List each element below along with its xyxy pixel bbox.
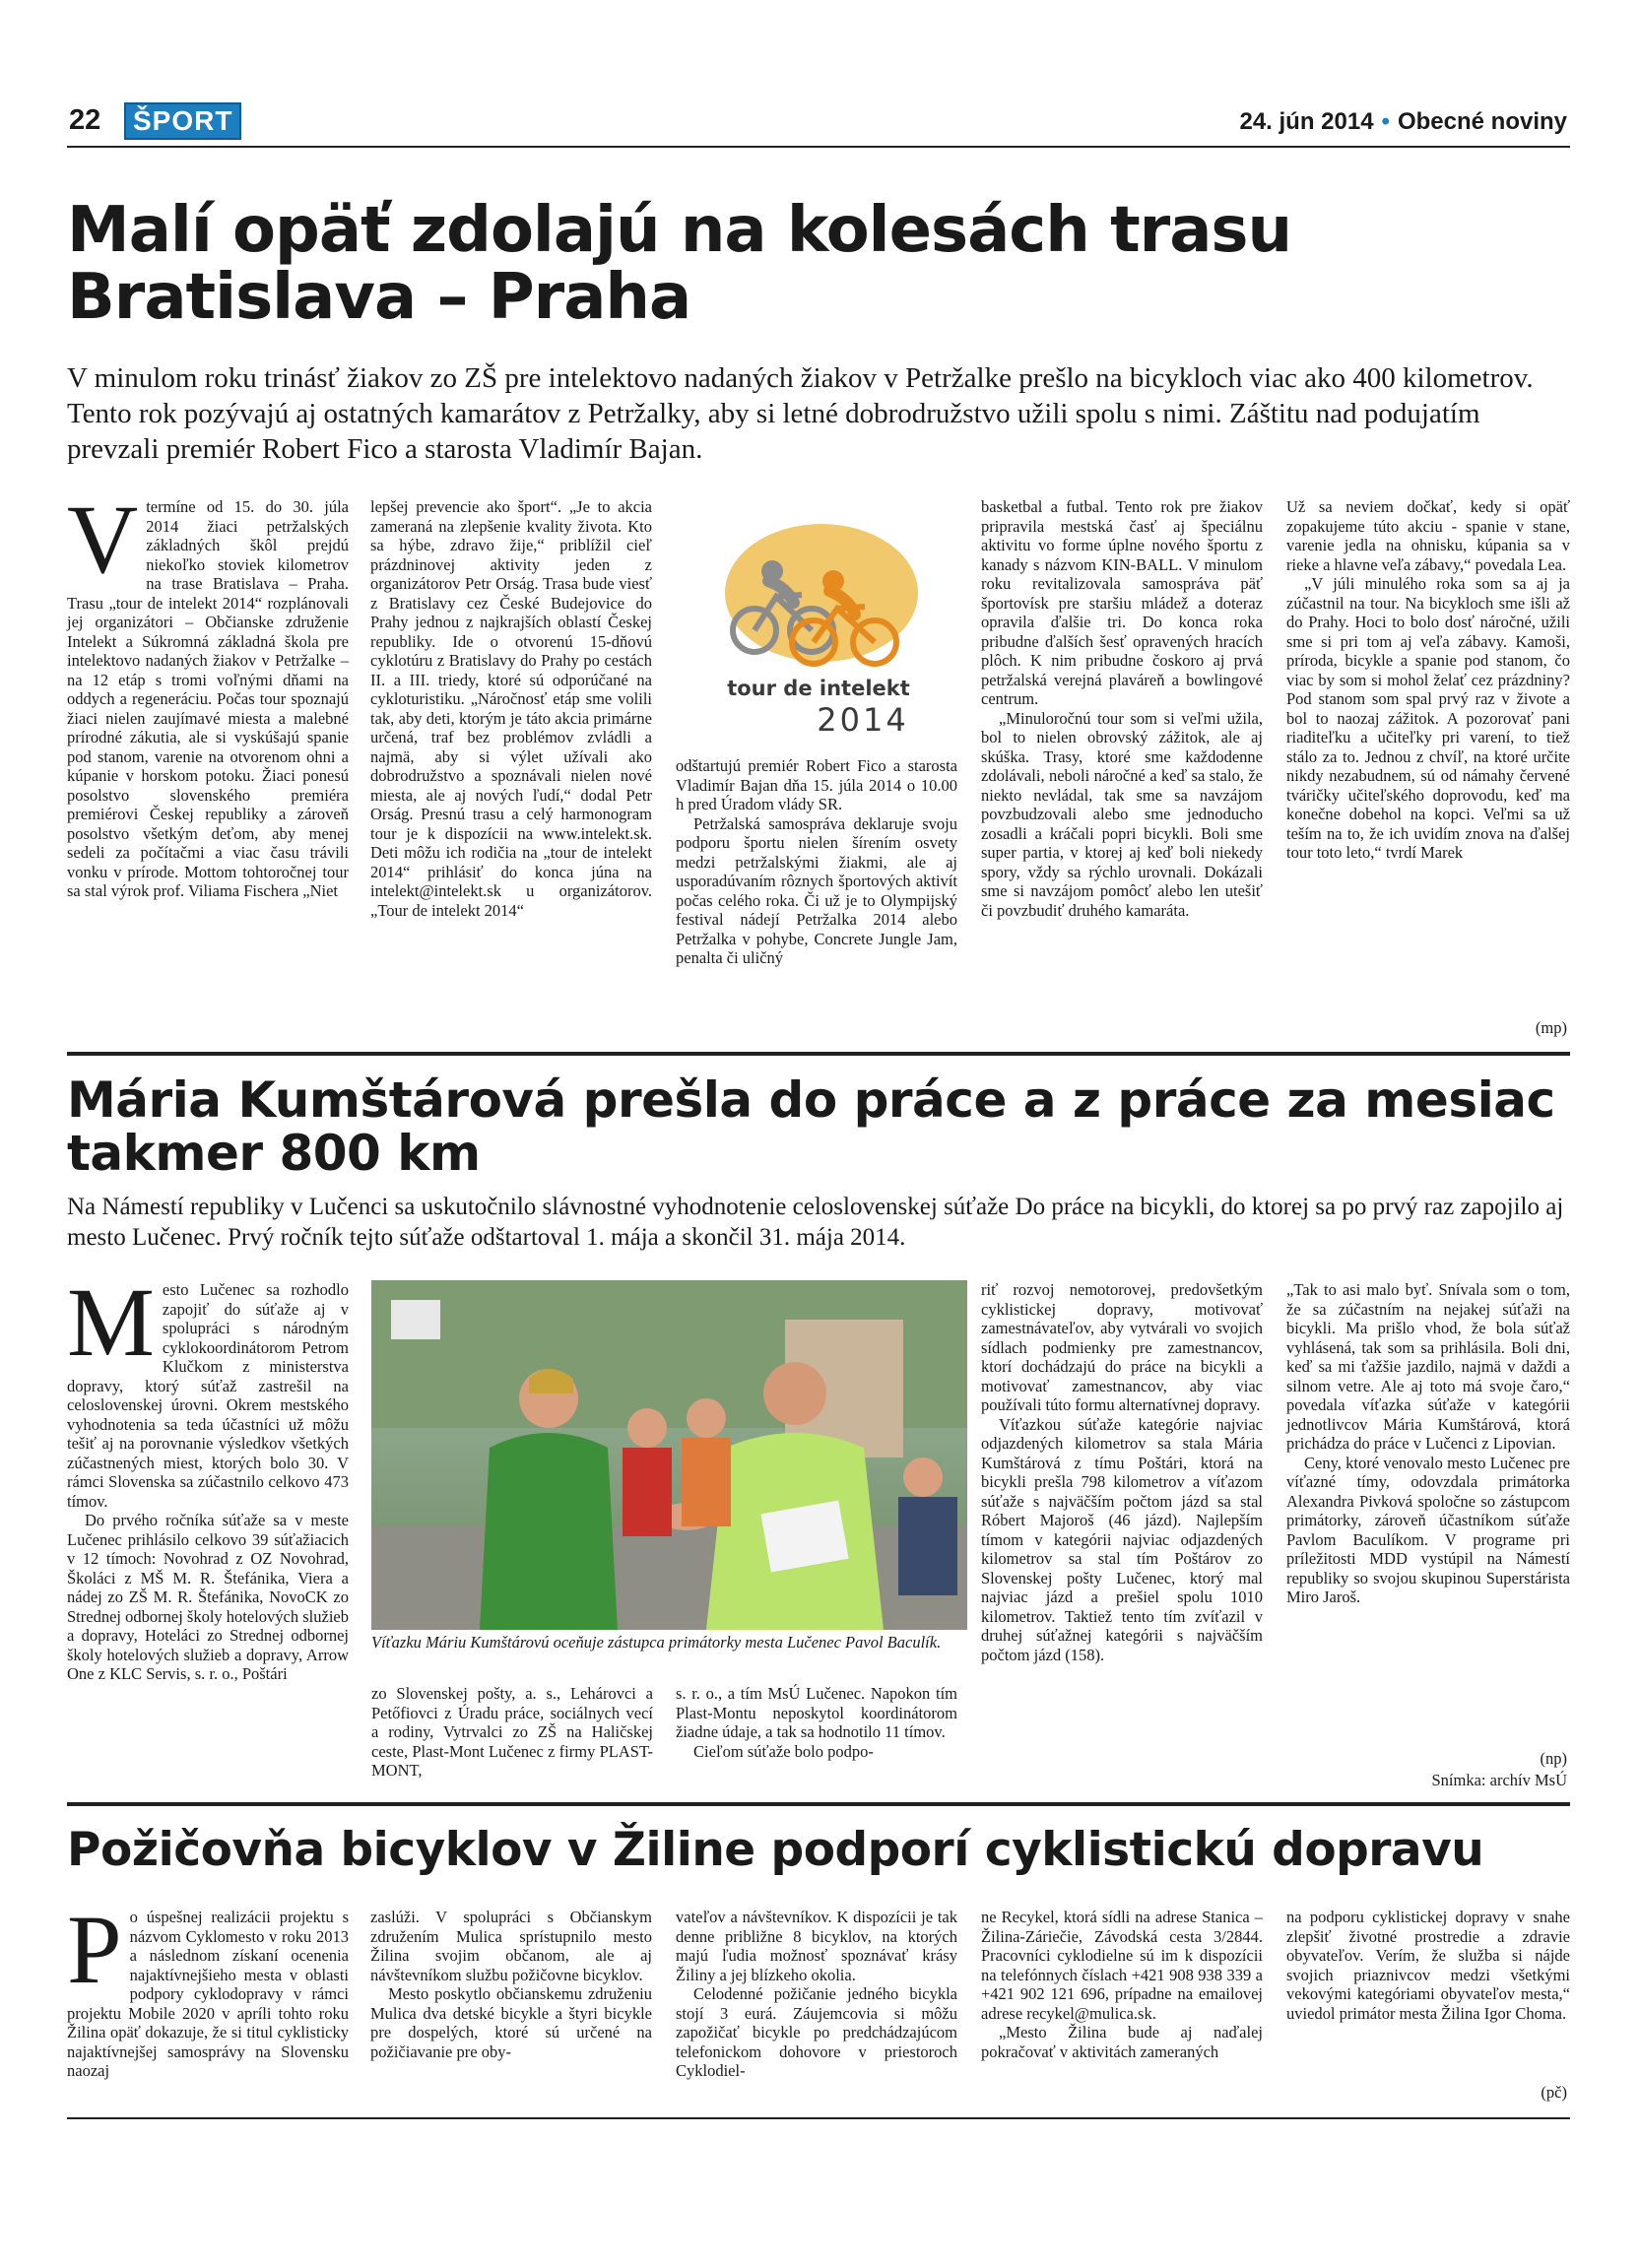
article1-col4 bbox=[981, 497, 1263, 920]
article2-col1b-text: Do prvého ročníka súťaže sa v meste Lučenec prihlásilo celkovo 39 súťažiacich v 12 tímoch: Novohrad z OZ Novohrad, Školáci z MŠ M. R. Štefánika, Viera a nádej zo ZŠ M. R. Štefánika, NovoCK zo Strednej odbornej školy hotelových služieb a dopravy, Hoteláci zo Strednej odbornej školy hotelových služieb a dopravy, Arrow One z KLC Servis, s. r. o., Poštári bbox=[67, 1511, 349, 1683]
article1-col2-text: lepšej prevencie ako šport“. „Je to akcia zameraná na zlepšenie kvality života. Kto sa hýbe, zdravo žije,“ priblížil cieľ prázdninovej aktivity jeden z organizátorov Petr Orság. Trasa bude viesť z Bratislavy cez České Budejovice do Prahy jednou z najkrajších oblastí Českej republiky. Ide o otvorenú 15-dňovú cyklotúru z Bratislavy do Prahy po cestách II. a III. triedy, ktoré sú odporúčané na cykloturistiku. „Náročnosť etáp sme volili tak, aby deti, ktorým je táto akcia primárne určená, traf bez problémov zvládli a najmä, aby si výlet užívali ako dobrodružstvo a spoznávali nielen nové miesta, ale aj nových ľudí,“ dodal Petr Orság. Presnú trasu a celý harmonogram tour je k dispozícii na www.intelekt.sk. Deti môžu ich rodičia na „tour de intelekt 2014“ prihlásiť do konca júna na intelekt@intelekt.sk u organizátorov. „Tour de intelekt 2014“ bbox=[370, 497, 652, 920]
article2-col3b-text: Cieľom súťaže bolo podpo- bbox=[693, 1741, 874, 1761]
tour-de-intelekt-logo bbox=[695, 512, 942, 739]
cyclists-logo-icon bbox=[695, 512, 942, 739]
logo-text: tour de intelekt bbox=[727, 677, 910, 700]
article-divider bbox=[67, 1052, 1570, 1056]
article2-col5-text: „Tak to asi malo byť. Snívala som o tom, že sa zúčastním na nejakej súťaži na bicykli. Ma prišlo vhod, že bola súťaž vyhlásená, tak som sa prihlásila. Boli dni, keď sa mi ťažšie jazdilo, najmä v daždi a silnom vetre. Ale aj toto má svoje čaro,“ povedala víťazka súťaže v kategórii jednotlivcov Mária Kumštárová, ktorá prichádza do práce v Lučenci z Lipovian. bbox=[1286, 1280, 1570, 1453]
article3-col4 bbox=[981, 1908, 1263, 2061]
article3-col2 bbox=[370, 1908, 652, 2061]
article3-col5 bbox=[1286, 1908, 1570, 2023]
article3-dropcap: P bbox=[67, 1895, 122, 2004]
header-rule bbox=[67, 146, 1570, 148]
article3-col3b-text: Celodenné požičanie jedného bicykla stojí 3 eurá. Záujemcovia si môžu zapožičať bicykle po predchádzajúcom telefonickom dohovore v priestoroch Cyklodiel- bbox=[676, 1984, 957, 2080]
article3-col3-text: vateľov a návštevníkov. K dispozícii je tak denne približne 8 bicyklov, na ktorých majú ľudia možnosť spoznávať krásy Žiliny a jej blízkeho okolia. bbox=[676, 1908, 957, 1984]
section-label: ŠPORT bbox=[124, 102, 241, 140]
article2-col3-text: s. r. o., a tím MsÚ Lučenec. Napokon tím Plast-Montu neposkytol koordinátorom žiadne údaje, a tak sa hodnotilo 11 tímov. bbox=[676, 1684, 957, 1741]
article2-col3 bbox=[676, 1684, 957, 1761]
article2-dropcap: M bbox=[67, 1267, 155, 1377]
article3-col1 bbox=[67, 1895, 349, 2081]
article3-col5-text: na podporu cyklistickej dopravy v snahe zlepšiť životné prostredie a zdravie obyvateľov. Verím, že služba si nájde svojich priaznivcov medzi všetkými vekovými kategóriami obyvateľov mesta,“ uviedol primátor mesta Žilina Igor Choma. bbox=[1286, 1908, 1570, 2023]
article2-col5 bbox=[1286, 1280, 1570, 1607]
dateline-separator: • bbox=[1381, 108, 1390, 135]
photo-credit: Snímka: archív MsÚ bbox=[1431, 1771, 1567, 1789]
article1-col5-text: Už sa neviem dočkať, kedy si opäť zopakujeme túto akciu - spanie v stane, varenie jedla na ohnisku, kúpania sa v rieke a hlavne veľa zábavy,“ povedala Lea. bbox=[1286, 497, 1570, 574]
article3-col2-text: zaslúži. V spolupráci s Občianskym združením Mulica sprístupnilo mesto Žilina svojim občanom, ale aj návštevníkom službu požičovne bicyklov. bbox=[370, 1908, 652, 1984]
article1-col3 bbox=[676, 756, 957, 968]
article1-col3-text: odštartujú premiér Robert Fico a starosta Vladimír Bajan dňa 15. júla 2014 o 10.00 h pred Úradom vlády SR. bbox=[676, 756, 957, 813]
article2-col2 bbox=[371, 1684, 653, 1781]
article1-col5b-text: „V júli minulého roka som sa aj ja zúčastnil na tour. Na bicykloch sme išli až do Prahy. Hoci to bolo dosť náročné, užili sme si pri tom aj veľa zábavy. Kamoši, príroda, bicykle a spanie pod stanom, čo viac by som si mohol želať cez prázdniny? Pod stanom som spal prvý raz v živote a bol to naozaj zážitok. A pozorovať pani riaditeľku a učiteľky pri varení, to tiež stálo za to. Jednou z chvíľ, na ktoré určite nikdy nezabudnem, sú od námahy červené tváričky učiteľského doprovodu, keď ma konečne dobehol na kopci. Veľmi sa už teším na to, že ich uvidím znova na ďalšej tour toto leto,“ tvrdí Marek bbox=[1286, 574, 1570, 862]
article1-title: Malí opäť zdolajú na kolesách trasu Bratislava – Praha bbox=[67, 194, 1292, 334]
photo-caption: Víťazku Máriu Kumštárovú oceňuje zástupca primátorky mesta Lučenec Pavol Baculík. bbox=[371, 1633, 942, 1652]
article1-lead: V minulom roku trinásť žiakov zo ZŠ pre intelektovo nadaných žiakov v Petržalke prešlo na bicykloch viac ako 400 kilometrov. Tento rok pozývajú aj ostatných kamarátov z Petržalky, aby si letné dobrodružstvo užili spolu s nimi. Záštitu nad podujatím prevzali premiér Robert Fico a starosta Vladimír Bajan. bbox=[67, 362, 1534, 465]
article3-col4-text: ne Recykel, ktorá sídli na adrese Stanica – Žilina-Záriečie, Závodská cesta 3/2844. Pracovníci cyklodielne sú im k dispozícii na telefónnych číslach +421 908 938 339 a +421 902 121 696, prípadne na emailovej adrese recykel@mulica.sk. bbox=[981, 1908, 1263, 2023]
article1-col2 bbox=[370, 497, 652, 920]
award-ceremony-photo-icon bbox=[371, 1280, 967, 1630]
article2-col5b-text: Ceny, ktoré venovalo mesto Lučenec pre víťazné tímy, odovzdala primátorka Alexandra Pivková spoločne so zástupcom primátorky, zároveň účastníkom súťaže Pavlom Baculíkom. V programe pri príležitosti MDD vystúpil na Námestí republiky so svojou skupinou Superstárista Miro Jaroš. bbox=[1286, 1453, 1570, 1606]
article2-col1-text: esto Lučenec sa rozhodlo zapojiť do súťaže aj v spolupráci s národným cyklokoordinátorom Petrom Klučkom z ministerstva dopravy, ktorý súťaž zastrešil na celoslovenskej úrovni. Okrem mestského vyhodnotenia sa teda účastníci už môžu tešiť aj na porovnanie výsledkov všetkých zúčastnených miest, ktorých bolo 30. V rámci Slovenska sa zúčastnilo celkovo 473 tímov. bbox=[67, 1280, 349, 1511]
dateline bbox=[1239, 108, 1567, 136]
article1-signature: (mp) bbox=[1535, 1018, 1567, 1037]
publication-name: Obecné noviny bbox=[1397, 108, 1567, 135]
issue-date: 24. jún 2014 bbox=[1239, 108, 1374, 135]
article1-col4-text: basketbal a futbal. Tento rok pre žiakov pripravila mestská časť aj špeciálnu aktivitu vo forme úplne nového športu z kanady s názvom KIN-BALL. V minulom roku revitalizovala samospráva päť športovísk pre staršiu mládež a doteraz opravila ďalšie tri. Do konca roka pribudne ďalších šesť opravených hracích plôch. K nim pribudne čoskoro aj prvá petržalská verejná plaváreň a bowlingové centrum. bbox=[981, 497, 1263, 708]
footer-rule bbox=[67, 2117, 1570, 2119]
article3-signature: (pč) bbox=[1541, 2083, 1567, 2102]
article2-signature: (np) bbox=[1540, 1749, 1567, 1768]
article1-col5 bbox=[1286, 497, 1570, 863]
award-photo bbox=[371, 1280, 967, 1630]
article3-col4b-text: „Mesto Žilina bude aj naďalej pokračovať v aktivitách zameraných bbox=[981, 2023, 1263, 2061]
article1-dropcap: V bbox=[67, 485, 139, 594]
article2-col2-text: zo Slovenskej pošty, a. s., Lehárovci a Petőfiovci z Úradu práce, sociálnych vecí a rodiny, Vytrvalci zo ZŠ na Haličskej ceste, Plast-Mont Lučenec z firmy PLAST-MONT, bbox=[371, 1684, 653, 1780]
article3-col2b-text: Mesto poskytlo občianskemu združeniu Mulica dva detské bicykle a štyri bicykle pre dospelých, ktoré sú určené na požičiavanie pre oby- bbox=[370, 1984, 652, 2061]
article2-title: Mária Kumštárová prešla do práce a z práce za mesiac takmer 800 km bbox=[67, 1071, 1555, 1182]
article1-col3b-text: Petržalská samospráva deklaruje svoju podporu športu nielen šírením osvety medzi petržalskými žiakmi, ale aj usporadúvaním rôznych športových aktivít počas celého roka. Či už je to Olympijský festival nádejí Petržalka 2014 alebo Petržalka v pohybe, Concrete Jungle Jam, penalta či uličný bbox=[676, 813, 957, 967]
article-divider-2 bbox=[67, 1802, 1570, 1806]
article2-col4-text: riť rozvoj nemotorovej, predovšetkým cyklistickej dopravy, motivovať zamestnávateľov, aby vytvárali vo svojich sídlach podmienky pre zamestnancov, ktorí dochádzajú do práce na bicykli a motivovať zamestnancov, aby viac používali túto formu alternatívnej dopravy. bbox=[981, 1280, 1263, 1414]
article3-title: Požičovňa bicyklov v Žiline podporí cyklistickú dopravu bbox=[67, 1823, 1484, 1877]
article1-col4b-text: „Minuloročnú tour som si veľmi užila, bol to nielen obrovský zážitok, ale aj skúška. Trasy, ktoré sme každodenne zdolávali, neboli náročné a keď sa stalo, že niekto nevládal, tak sme sa navzájom povzbudzovali alebo sme jednoducho zosadli a kráčali popri bicykli. Boli sme super partia, v ktorej aj keď boli niekedy spory, vždy sa rýchlo urovnali. Dokázali sme si navzájom pomôcť alebo len utešiť či povzbudiť druhého kamaráta. bbox=[981, 708, 1263, 920]
article2-col4 bbox=[981, 1280, 1263, 1664]
article2-col4b-text: Víťazkou súťaže kategórie najviac odjazdených kilometrov sa stala Mária Kumštárová z tímu Poštári, ktorá na bicykli prešla 798 kilometrov a víťazom súťaže s najväčším počtom jázd sa stal Róbert Majoroš (46 jázd). Najlepším tímom v kategórii najviac odjazdených kilometrov sa stal tím Poštárov zo Slovenskej pošty Lučenec, ktorý mal najviac jázd a prešiel spolu 1010 kilometrov. Taktiež tento tím zvíťazil v druhej súťažnej kategórii s najväčším počtom jázd (158). bbox=[981, 1414, 1263, 1664]
article3-col3 bbox=[676, 1908, 957, 2081]
article1-col1-text: termíne od 15. do 30. júla 2014 žiaci petržalských základných škôl prejdú niekoľko stoviek kilometrov na trase Bratislava – Praha. Trasu „tour de intelekt 2014“ rozplánovali jej organizátori – Občianske združenie Intelekt a Súkromná základná škola pre intelektovo nadaných žiakov v Petržalke – na 12 etáp s tromi voľnými dňami na oddych a regeneráciu. Počas tour spoznajú žiaci nielen zaujímavé miesta a malebné prírodné zákutia, ale si vyskúšajú spanie pod stanom, varenie na otvorenom ohni a kúpanie v horskom potoku. Žiaci ponesú posolstvo slovenského premiéra premiérovi Českej republiky a zároveň posolstvo všetkým deťom, aby menej sedeli za počítačmi a viac času trávili vonku v prírode. Mottom tohtoročnej tour sa stal výrok prof. Viliama Fischera „Niet bbox=[67, 497, 349, 900]
article3-col1-text: o úspešnej realizácii projektu s názvom Cyklomesto v roku 2013 a následnom získaní ocenenia najaktívnejšieho mesta v oblasti podpory cyklodopravy v rámci projektu Mobile 2020 v apríli tohto roku Žilina opäť dokazuje, že si titul cyklisticky najaktívnejšej samosprávy na Slovensku naozaj bbox=[67, 1908, 349, 2080]
article2-col1 bbox=[67, 1267, 349, 1684]
article1-col1 bbox=[67, 485, 349, 901]
page-number: 22 bbox=[69, 104, 101, 136]
article2-lead: Na Námestí republiky v Lučenci sa uskutočnilo slávnostné vyhodnotenie celoslovenskej súťaže Do práce na bicykli, do ktorej sa po prvý raz zapojilo aj mesto Lučenec. Prvý ročník tejto súťaže odštartoval 1. mája a skončil 31. mája 2014. bbox=[67, 1194, 1564, 1251]
logo-year: 2014 bbox=[817, 701, 909, 739]
